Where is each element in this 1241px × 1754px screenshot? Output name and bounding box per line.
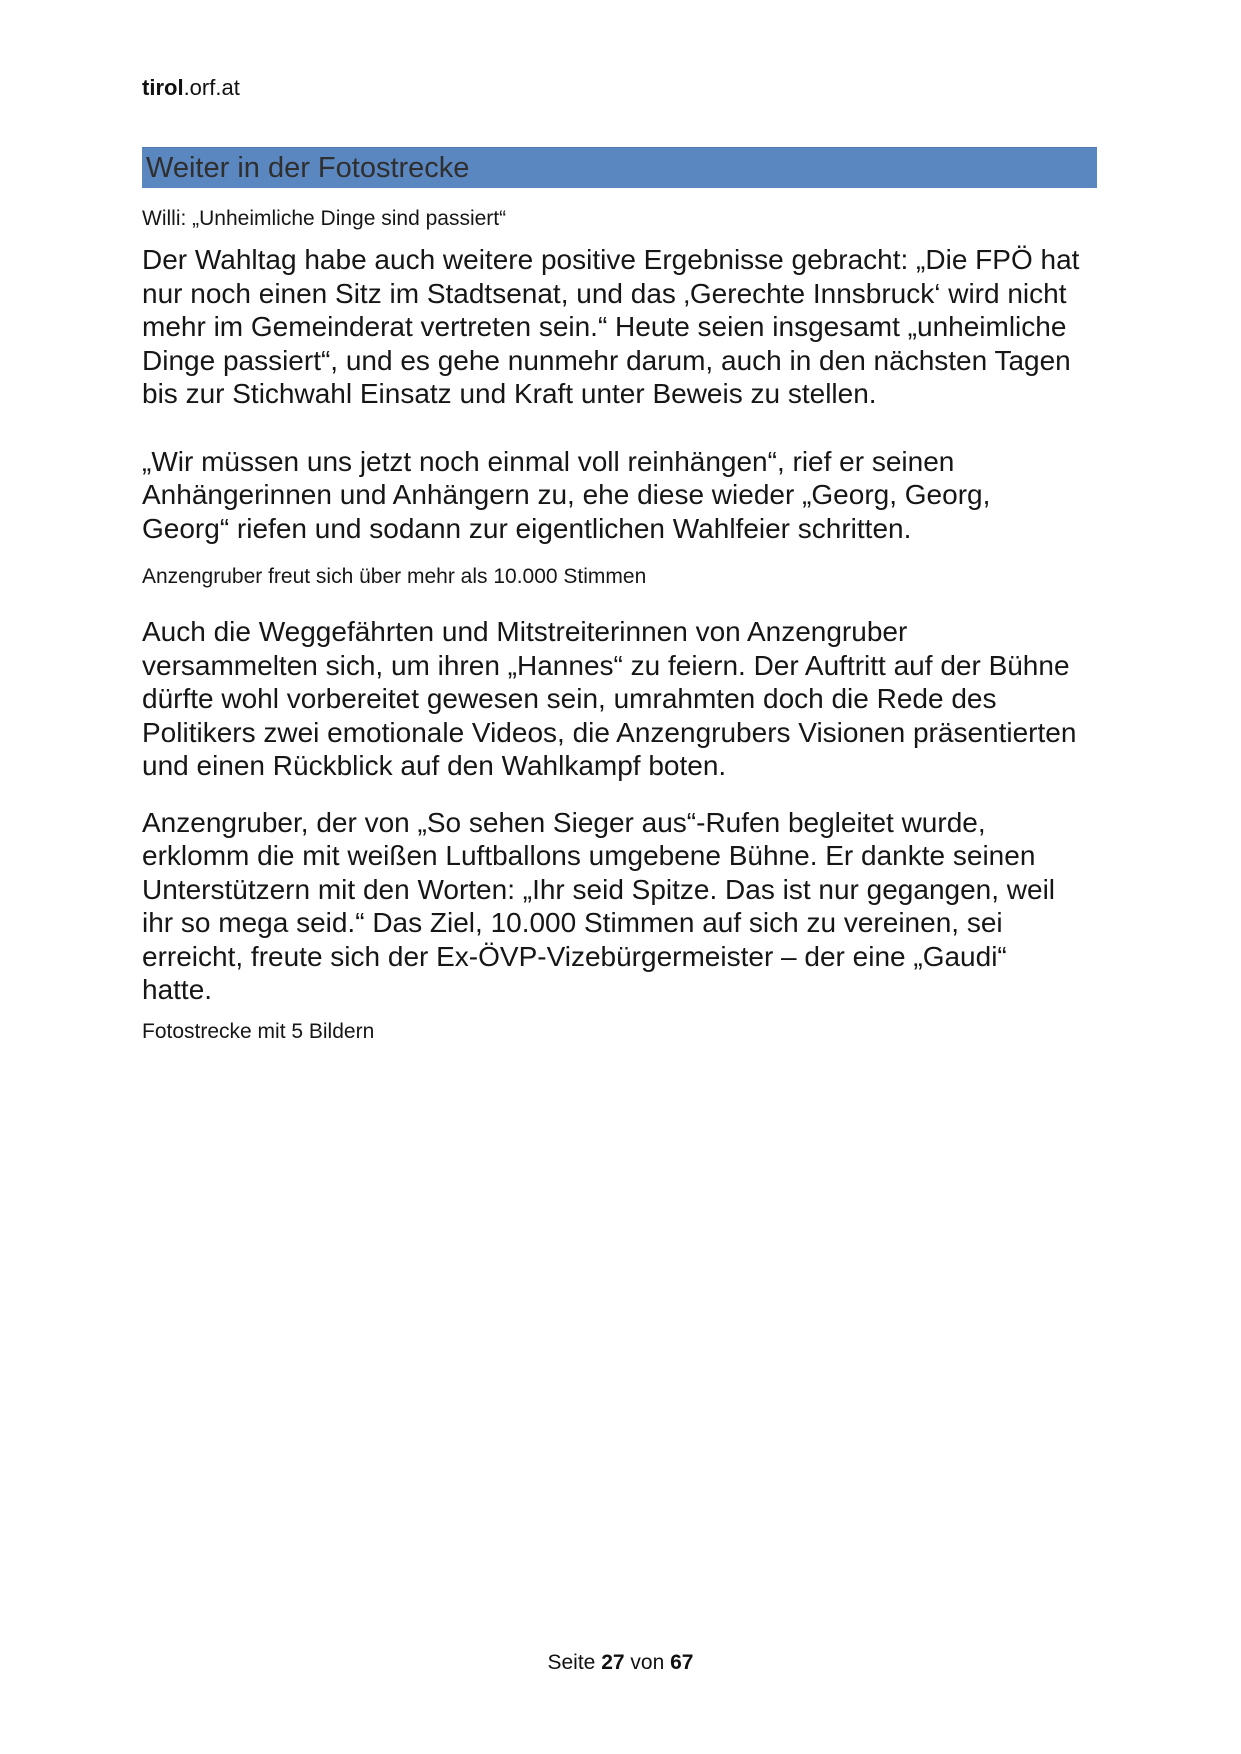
- paragraph-line: Anhängerinnen und Anhängern zu, ehe diese wieder „Georg, Georg,: [142, 479, 991, 510]
- subheading-anzengruber: Anzengruber freut sich über mehr als 10.000 Stimmen: [142, 565, 647, 588]
- subheading-willi: Willi: „Unheimliche Dinge sind passiert“: [142, 207, 507, 230]
- paragraph-line: Unterstützern mit den Worten: „Ihr seid Spitze. Das ist nur gegangen, weil: [142, 873, 1056, 905]
- paragraph-line: versammelten sich, um ihren „Hannes“ zu feiern. Der Auftritt auf der Bühne: [142, 649, 1070, 681]
- subheading-fotostrecke: Fotostrecke mit 5 Bildern: [142, 1019, 375, 1043]
- paragraph-line: bis zur Stichwahl Einsatz und Kraft unter Beweis zu stellen.: [142, 378, 877, 409]
- paragraph-line: nur noch einen Sitz im Stadtsenat, und das ‚Gerechte Innsbruck‘ wird nicht: [142, 277, 1067, 309]
- paragraph-wahltag: [142, 243, 1097, 411]
- paragraph-line: erreicht, freute sich der Ex-ÖVP-Vizebürgermeister – der eine „Gaudi“: [142, 940, 1007, 972]
- paragraph-sieger: [142, 806, 1097, 1007]
- footer-label-of: von: [630, 1651, 665, 1674]
- section-banner: [142, 147, 1097, 188]
- page-content: [142, 0, 1097, 1046]
- paragraph-line: mehr im Gemeinderat vertreten sein.“ Heute seien insgesamt „unheimliche: [142, 311, 1067, 342]
- page-footer: [0, 1650, 1241, 1676]
- paragraph-line: Auch die Weggefährten und Mitstreiterinnen von Anzengruber: [142, 616, 908, 647]
- paragraph-line: ihr so mega seid.“ Das Ziel, 10.000 Stimmen auf sich zu vereinen, sei: [142, 907, 1003, 938]
- paragraph-line: erklomm die mit weißen Luftballons umgebene Bühne. Er dankte seinen: [142, 840, 1036, 871]
- paragraph-line: „Wir müssen uns jetzt noch einmal voll reinhängen“, rief er seinen: [142, 445, 955, 477]
- paragraph-reinhaengen: [142, 445, 1097, 546]
- footer-label-page: Seite: [547, 1651, 596, 1674]
- paragraph-line: Anzengruber, der von „So sehen Sieger aus“-Rufen begleitet wurde,: [142, 806, 986, 838]
- footer-page-number: 27: [601, 1651, 625, 1674]
- section-banner-title: Weiter in der Fotostrecke: [146, 151, 470, 184]
- paragraph-line: Georg“ riefen und sodann zur eigentlichen Wahlfeier schritten.: [142, 512, 912, 544]
- site-name-rest: .orf.at: [183, 75, 240, 100]
- paragraph-line: Der Wahltag habe auch weitere positive Ergebnisse gebracht: „Die FPÖ hat: [142, 244, 1080, 275]
- paragraph-line: Politikers zwei emotionale Videos, die Anzengrubers Visionen präsentierten: [142, 716, 1077, 748]
- site-name-bold: tirol: [142, 75, 184, 100]
- paragraph-weggefaehrten: [142, 615, 1097, 783]
- paragraph-line: dürfte wohl vorbereitet gewesen sein, umrahmten doch die Rede des: [142, 683, 997, 714]
- paragraph-line: Dinge passiert“, und es gehe nunmehr darum, auch in den nächsten Tagen: [142, 344, 1071, 376]
- site-header: [142, 75, 1097, 101]
- footer-total-pages: 67: [670, 1651, 694, 1674]
- paragraph-line: hatte.: [142, 974, 213, 1005]
- paragraph-line: und einen Rückblick auf den Wahlkampf boten.: [142, 750, 727, 781]
